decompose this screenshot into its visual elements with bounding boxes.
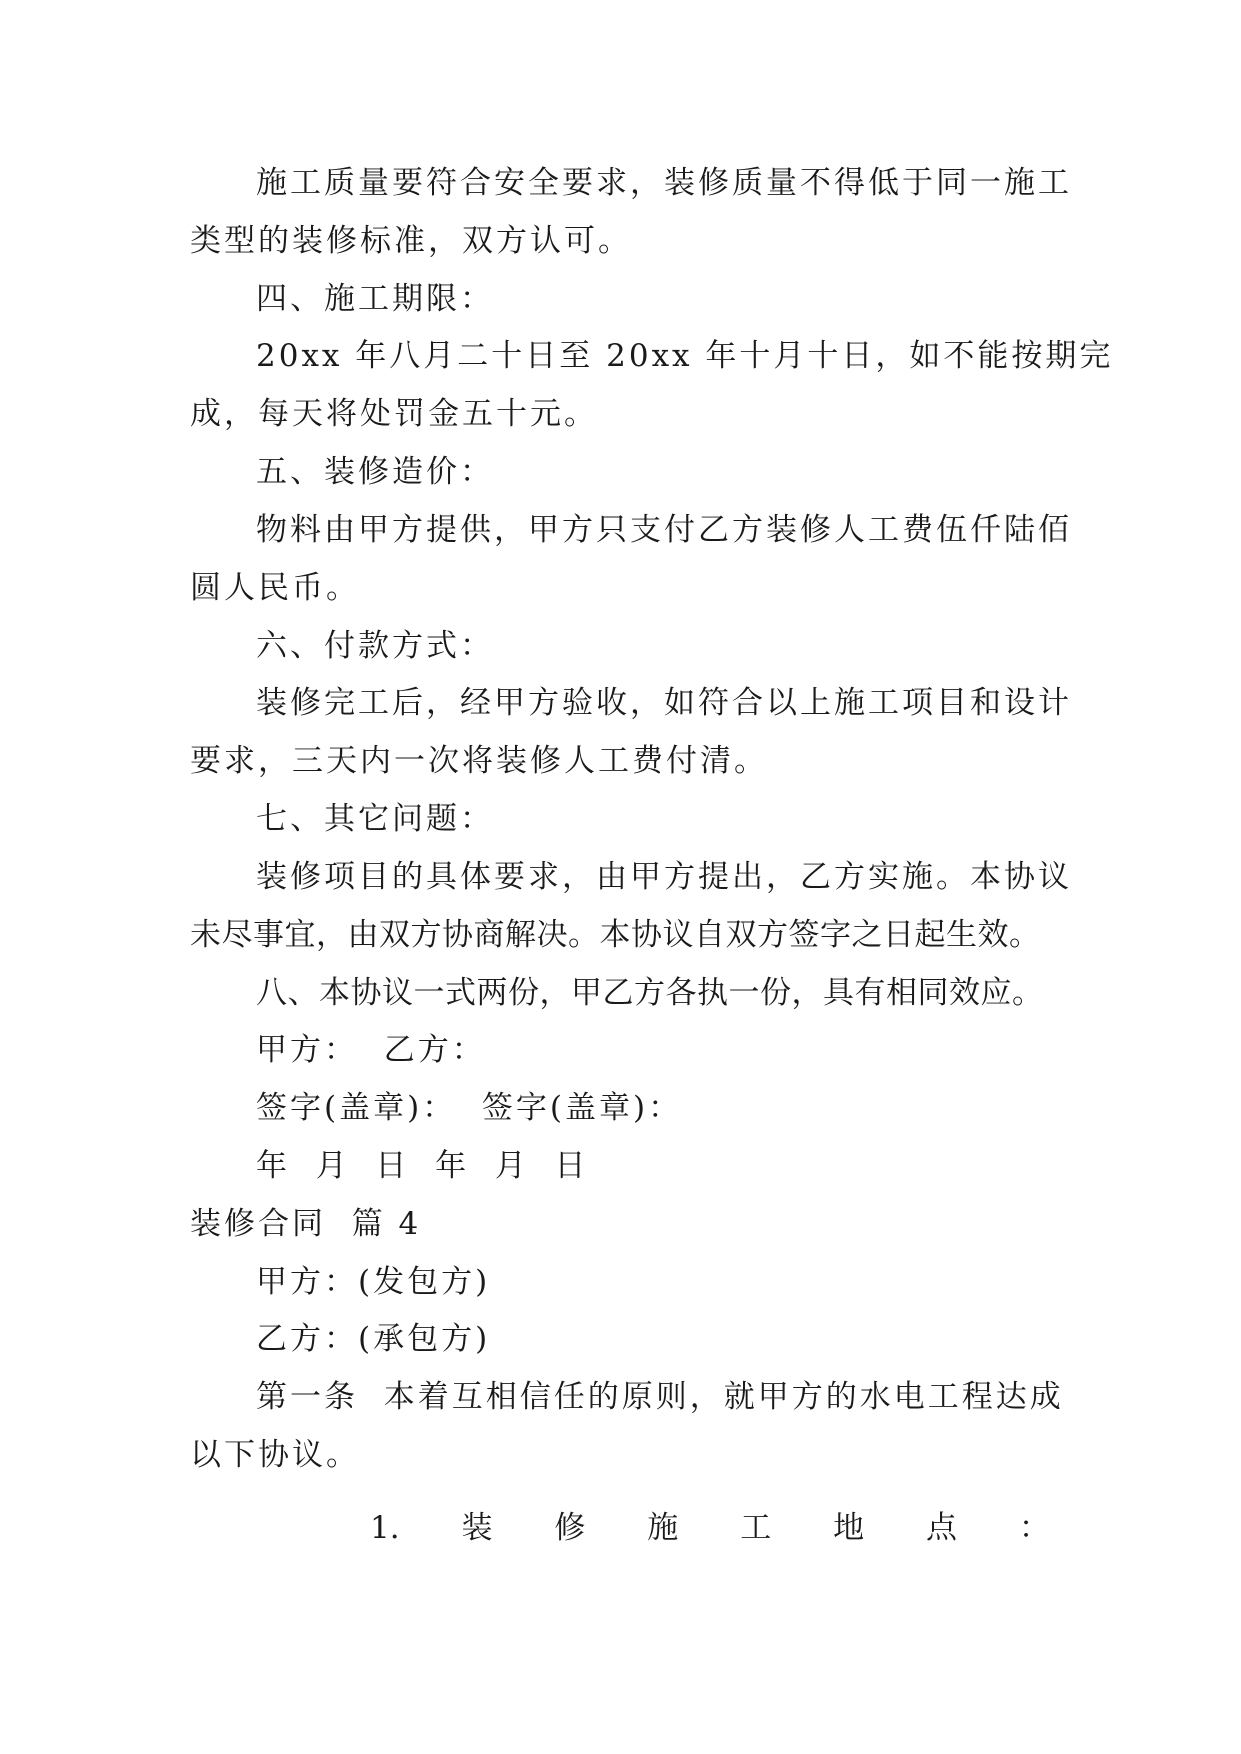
- spread-char: 工: [740, 1510, 772, 1546]
- paragraph-line: 八、本协议一式两份，甲乙方各执一份，具有相同效应。: [256, 975, 1044, 1011]
- paragraph-line: 第一条 本着互相信任的原则，就甲方的水电工程达成: [256, 1379, 1064, 1415]
- spread-char: 点: [926, 1510, 958, 1546]
- section-heading: 六、付款方式：: [256, 628, 494, 664]
- spread-char: 施: [647, 1510, 679, 1546]
- paragraph-line: 20xx 年八月二十日至 20xx 年十月十日，如不能按期完: [256, 338, 1114, 374]
- spread-char: 装: [461, 1510, 493, 1546]
- paragraph-line: 物料由甲方提供，甲方只支付乙方装修人工费伍仟陆佰: [256, 512, 1072, 548]
- section-heading: 五、装修造价：: [256, 454, 494, 490]
- section-heading: 四、施工期限：: [256, 281, 494, 317]
- paragraph-line: 施工质量要符合安全要求，装修质量不得低于同一施工: [256, 165, 1072, 201]
- paragraph-line: 圆人民币。: [190, 570, 360, 606]
- paragraph-line: 装修完工后，经甲方验收，如符合以上施工项目和设计: [256, 685, 1072, 721]
- spread-char: 修: [554, 1510, 586, 1546]
- paragraph-line: 以下协议。: [190, 1437, 360, 1473]
- section-heading: 七、其它问题：: [256, 801, 494, 837]
- contract-heading: 装修合同 篇 4: [190, 1206, 422, 1242]
- paragraph-line: 要求，三天内一次将装修人工费付清。: [190, 743, 768, 779]
- paragraph-line: 成，每天将处罚金五十元。: [190, 396, 598, 432]
- paragraph-line: 未尽事宜，由双方协商解决。本协议自双方签字之日起生效。: [190, 917, 1041, 953]
- spread-char: ：: [1018, 1510, 1050, 1546]
- spread-char: 1.: [370, 1510, 400, 1546]
- paragraph-line: 装修项目的具体要求，由甲方提出，乙方实施。本协议: [256, 859, 1072, 895]
- party-line: 甲方： 乙方：: [256, 1032, 486, 1068]
- party-line: 甲方：(发包方): [256, 1264, 491, 1300]
- site-address-line: [370, 1508, 1050, 1548]
- party-line: 乙方：(承包方): [256, 1321, 491, 1357]
- paragraph-line: 类型的装修标准，双方认可。: [190, 223, 632, 259]
- signature-line: 签字(盖章)： 签字(盖章)：: [256, 1090, 683, 1126]
- date-line: 年 月 日 年 月 日: [256, 1148, 589, 1184]
- spread-char: 地: [833, 1510, 865, 1546]
